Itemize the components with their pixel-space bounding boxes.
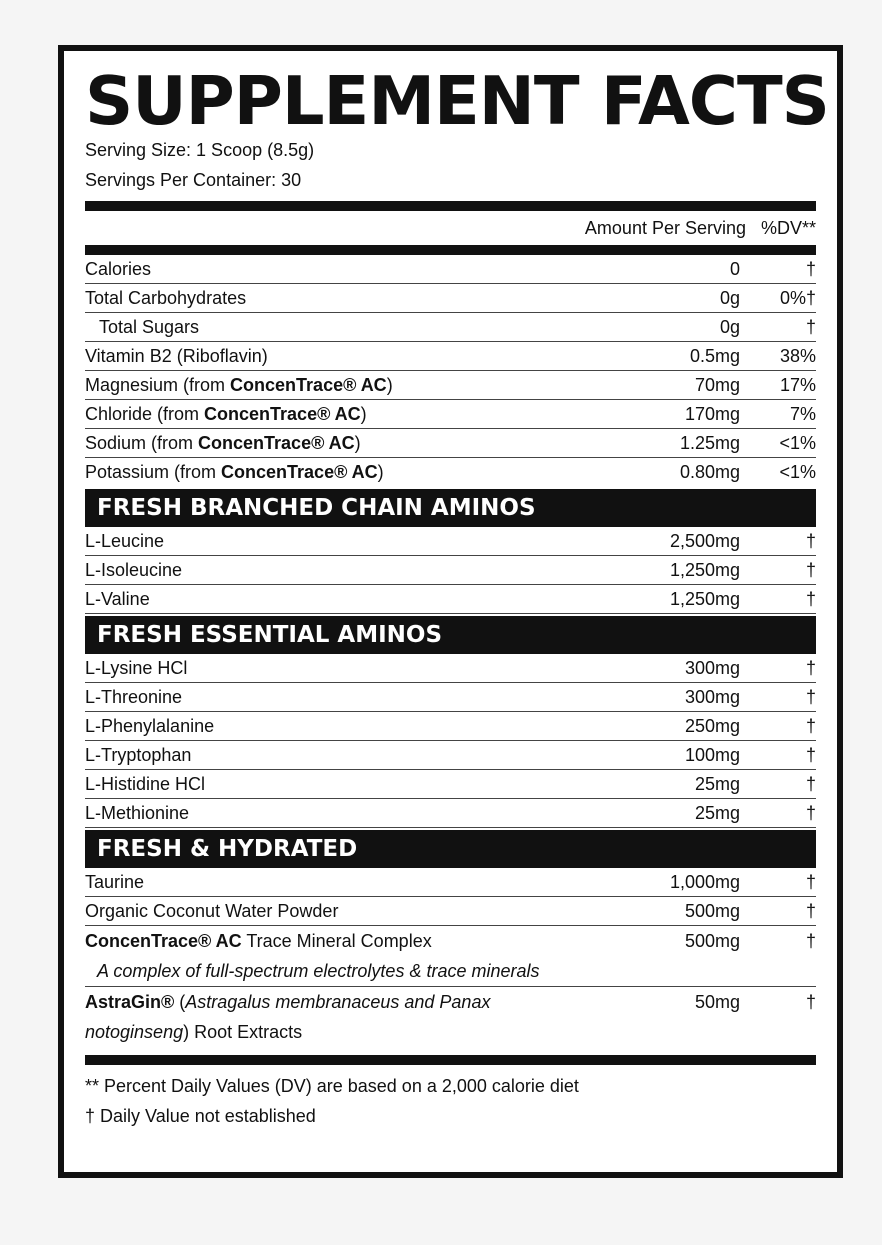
- ingredient-row: [85, 868, 816, 897]
- ingredient-amount: 300mg: [684, 686, 740, 707]
- ingredient-dv: †: [805, 559, 816, 580]
- ingredient-amount: 1,000mg: [669, 871, 740, 892]
- concentrace-note: A complex of full-spectrum electrolytes & trace minerals: [97, 961, 540, 981]
- nutrient-row: [85, 458, 816, 487]
- nutrient-name: [85, 462, 580, 483]
- footnotes: [85, 1071, 816, 1131]
- thick-divider: [85, 245, 816, 255]
- nutrient-dv: 0%†: [779, 287, 816, 308]
- nutrient-amount: 0: [729, 258, 740, 279]
- section-header: FRESH BRANCHED CHAIN AMINOS: [85, 489, 816, 527]
- concentrace-brand: ConcenTrace® AC: [85, 931, 242, 951]
- ingredient-amount: 100mg: [684, 744, 740, 765]
- ingredient-dv: †: [805, 686, 816, 707]
- ingredient-amount: 25mg: [694, 773, 740, 794]
- ingredient-name: [85, 987, 580, 1047]
- nutrient-name-suffix: ): [360, 403, 367, 424]
- ingredient-amount: 1,250mg: [669, 588, 740, 609]
- ingredient-dv: †: [805, 588, 816, 609]
- nutrient-amount: 0.80mg: [679, 462, 740, 482]
- nutrient-row: [85, 342, 816, 371]
- ingredient-dv: †: [805, 530, 816, 551]
- nutrient-name-suffix: ): [354, 432, 361, 453]
- ingredient-name: L-Isoleucine: [85, 559, 183, 580]
- ingredient-dv: †: [805, 773, 816, 794]
- nutrient-dv: 17%: [779, 374, 816, 395]
- nutrient-amount: 0g: [719, 287, 740, 308]
- ingredient-row: [85, 799, 816, 828]
- panel-title: SUPPLEMENT FACTS: [85, 62, 829, 140]
- nutrient-dv: 7%: [789, 403, 816, 424]
- ingredient-name: L-Methionine: [85, 802, 190, 823]
- nutrient-name: [85, 375, 580, 396]
- thick-divider: [85, 201, 816, 211]
- nutrient-name-suffix: ): [377, 462, 384, 482]
- ingredient-name: L-Valine: [85, 588, 150, 609]
- nutrient-name-prefix: Magnesium (from: [85, 374, 231, 395]
- ingredient-amount: 500mg: [684, 931, 740, 951]
- ingredient-dv: †: [805, 657, 816, 678]
- nutrient-row: [85, 255, 816, 284]
- ingredient-amount: 2,500mg: [669, 530, 740, 551]
- nutrient-row: [85, 400, 816, 429]
- ingredient-amount: 300mg: [684, 657, 740, 678]
- nutrient-amount: 0g: [719, 316, 740, 337]
- concentrace-desc: Trace Mineral Complex: [241, 931, 432, 951]
- section-list: [85, 489, 816, 1047]
- ingredient-dv: †: [805, 931, 816, 951]
- concentrace-brand: ConcenTrace® AC: [198, 432, 355, 453]
- nutrient-dv: †: [805, 258, 816, 279]
- ingredient-name: L-Threonine: [85, 686, 183, 707]
- panel-content: [85, 51, 829, 1131]
- nutrient-amount: 70mg: [694, 374, 740, 395]
- supplement-facts-panel: [58, 45, 843, 1178]
- ingredient-name: Organic Coconut Water Powder: [85, 900, 339, 921]
- ingredient-dv: †: [805, 900, 816, 921]
- nutrient-dv: <1%: [779, 432, 816, 453]
- ingredient-name: L-Tryptophan: [85, 744, 192, 765]
- ingredient-dv: †: [805, 871, 816, 892]
- footnote-dv: ** Percent Daily Values (DV) are based on a 2,000 calorie diet: [85, 1076, 579, 1096]
- ingredient-name: L-Phenylalanine: [85, 715, 215, 736]
- concentrace-brand: ConcenTrace® AC: [230, 374, 387, 395]
- nutrient-amount: 1.25mg: [679, 432, 740, 453]
- serving-size: Serving Size: 1 Scoop (8.5g): [85, 140, 315, 160]
- nutrient-dv: <1%: [779, 462, 816, 482]
- ingredient-row: [85, 683, 816, 712]
- ingredient-row: [85, 527, 816, 556]
- astragin-open: (: [174, 992, 186, 1012]
- astragin-latin: Astragalus membranaceus and Panax notoginseng: [85, 992, 491, 1042]
- nutrient-row: [85, 429, 816, 458]
- nutrient-name: [85, 433, 580, 454]
- nutrient-name: [85, 404, 580, 425]
- nutrient-row: [85, 313, 816, 342]
- ingredient-dv: †: [805, 715, 816, 736]
- concentrace-line: [85, 926, 580, 956]
- ingredient-name: [85, 926, 580, 986]
- section-header: FRESH ESSENTIAL AMINOS: [85, 616, 816, 654]
- ingredient-dv: †: [805, 744, 816, 765]
- nutrient-name: Vitamin B2 (Riboflavin): [85, 345, 268, 366]
- ingredient-amount: 250mg: [684, 715, 740, 736]
- ingredient-dv: †: [805, 802, 816, 823]
- nutrient-name: Total Carbohydrates: [85, 287, 247, 308]
- ingredient-amount: 1,250mg: [669, 559, 740, 580]
- nutrient-dv: 38%: [779, 345, 816, 366]
- ingredient-name: L-Leucine: [85, 530, 165, 551]
- ingredient-amount: 25mg: [694, 802, 740, 823]
- ingredient-row: [85, 712, 816, 741]
- nutrient-dv: †: [805, 316, 816, 337]
- ingredient-row: [85, 585, 816, 614]
- ingredient-row: [85, 770, 816, 799]
- concentrace-brand: ConcenTrace® AC: [221, 462, 378, 482]
- astragin-close: ) Root Extracts: [183, 1022, 303, 1042]
- amount-per-serving-header: Amount Per Serving: [584, 217, 746, 238]
- astragin-brand: AstraGin®: [85, 992, 175, 1012]
- nutrient-list: [85, 255, 816, 487]
- nutrient-name: Total Sugars: [99, 316, 200, 337]
- concentrace-brand: ConcenTrace® AC: [204, 403, 361, 424]
- servings-per-container: Servings Per Container: 30: [85, 170, 302, 190]
- column-header: [85, 211, 816, 245]
- nutrient-amount: 0.5mg: [689, 345, 740, 366]
- thick-divider: [85, 1055, 816, 1065]
- ingredient-amount: 50mg: [694, 992, 740, 1012]
- ingredient-row: [85, 556, 816, 585]
- ingredient-row: [85, 897, 816, 926]
- ingredient-dv: †: [805, 992, 816, 1012]
- ingredient-name: Taurine: [85, 871, 145, 892]
- nutrient-name: Calories: [85, 258, 152, 279]
- concentrace-row: [85, 926, 816, 987]
- ingredient-name: L-Lysine HCl: [85, 657, 188, 678]
- nutrient-name-prefix: Potassium (from: [85, 462, 222, 482]
- nutrient-row: [85, 371, 816, 400]
- nutrient-name-prefix: Chloride (from: [85, 403, 205, 424]
- nutrient-amount: 170mg: [684, 403, 740, 424]
- footnote-dagger: † Daily Value not established: [85, 1106, 316, 1126]
- dv-header: %DV**: [760, 217, 816, 238]
- ingredient-row: [85, 741, 816, 770]
- nutrient-name-suffix: ): [386, 374, 393, 395]
- nutrient-row: [85, 284, 816, 313]
- section-header: FRESH & HYDRATED: [85, 830, 816, 868]
- ingredient-name: L-Histidine HCl: [85, 773, 206, 794]
- ingredient-amount: 500mg: [684, 900, 740, 921]
- astragin-row: [85, 987, 816, 1047]
- nutrient-name-prefix: Sodium (from: [85, 432, 199, 453]
- ingredient-row: [85, 654, 816, 683]
